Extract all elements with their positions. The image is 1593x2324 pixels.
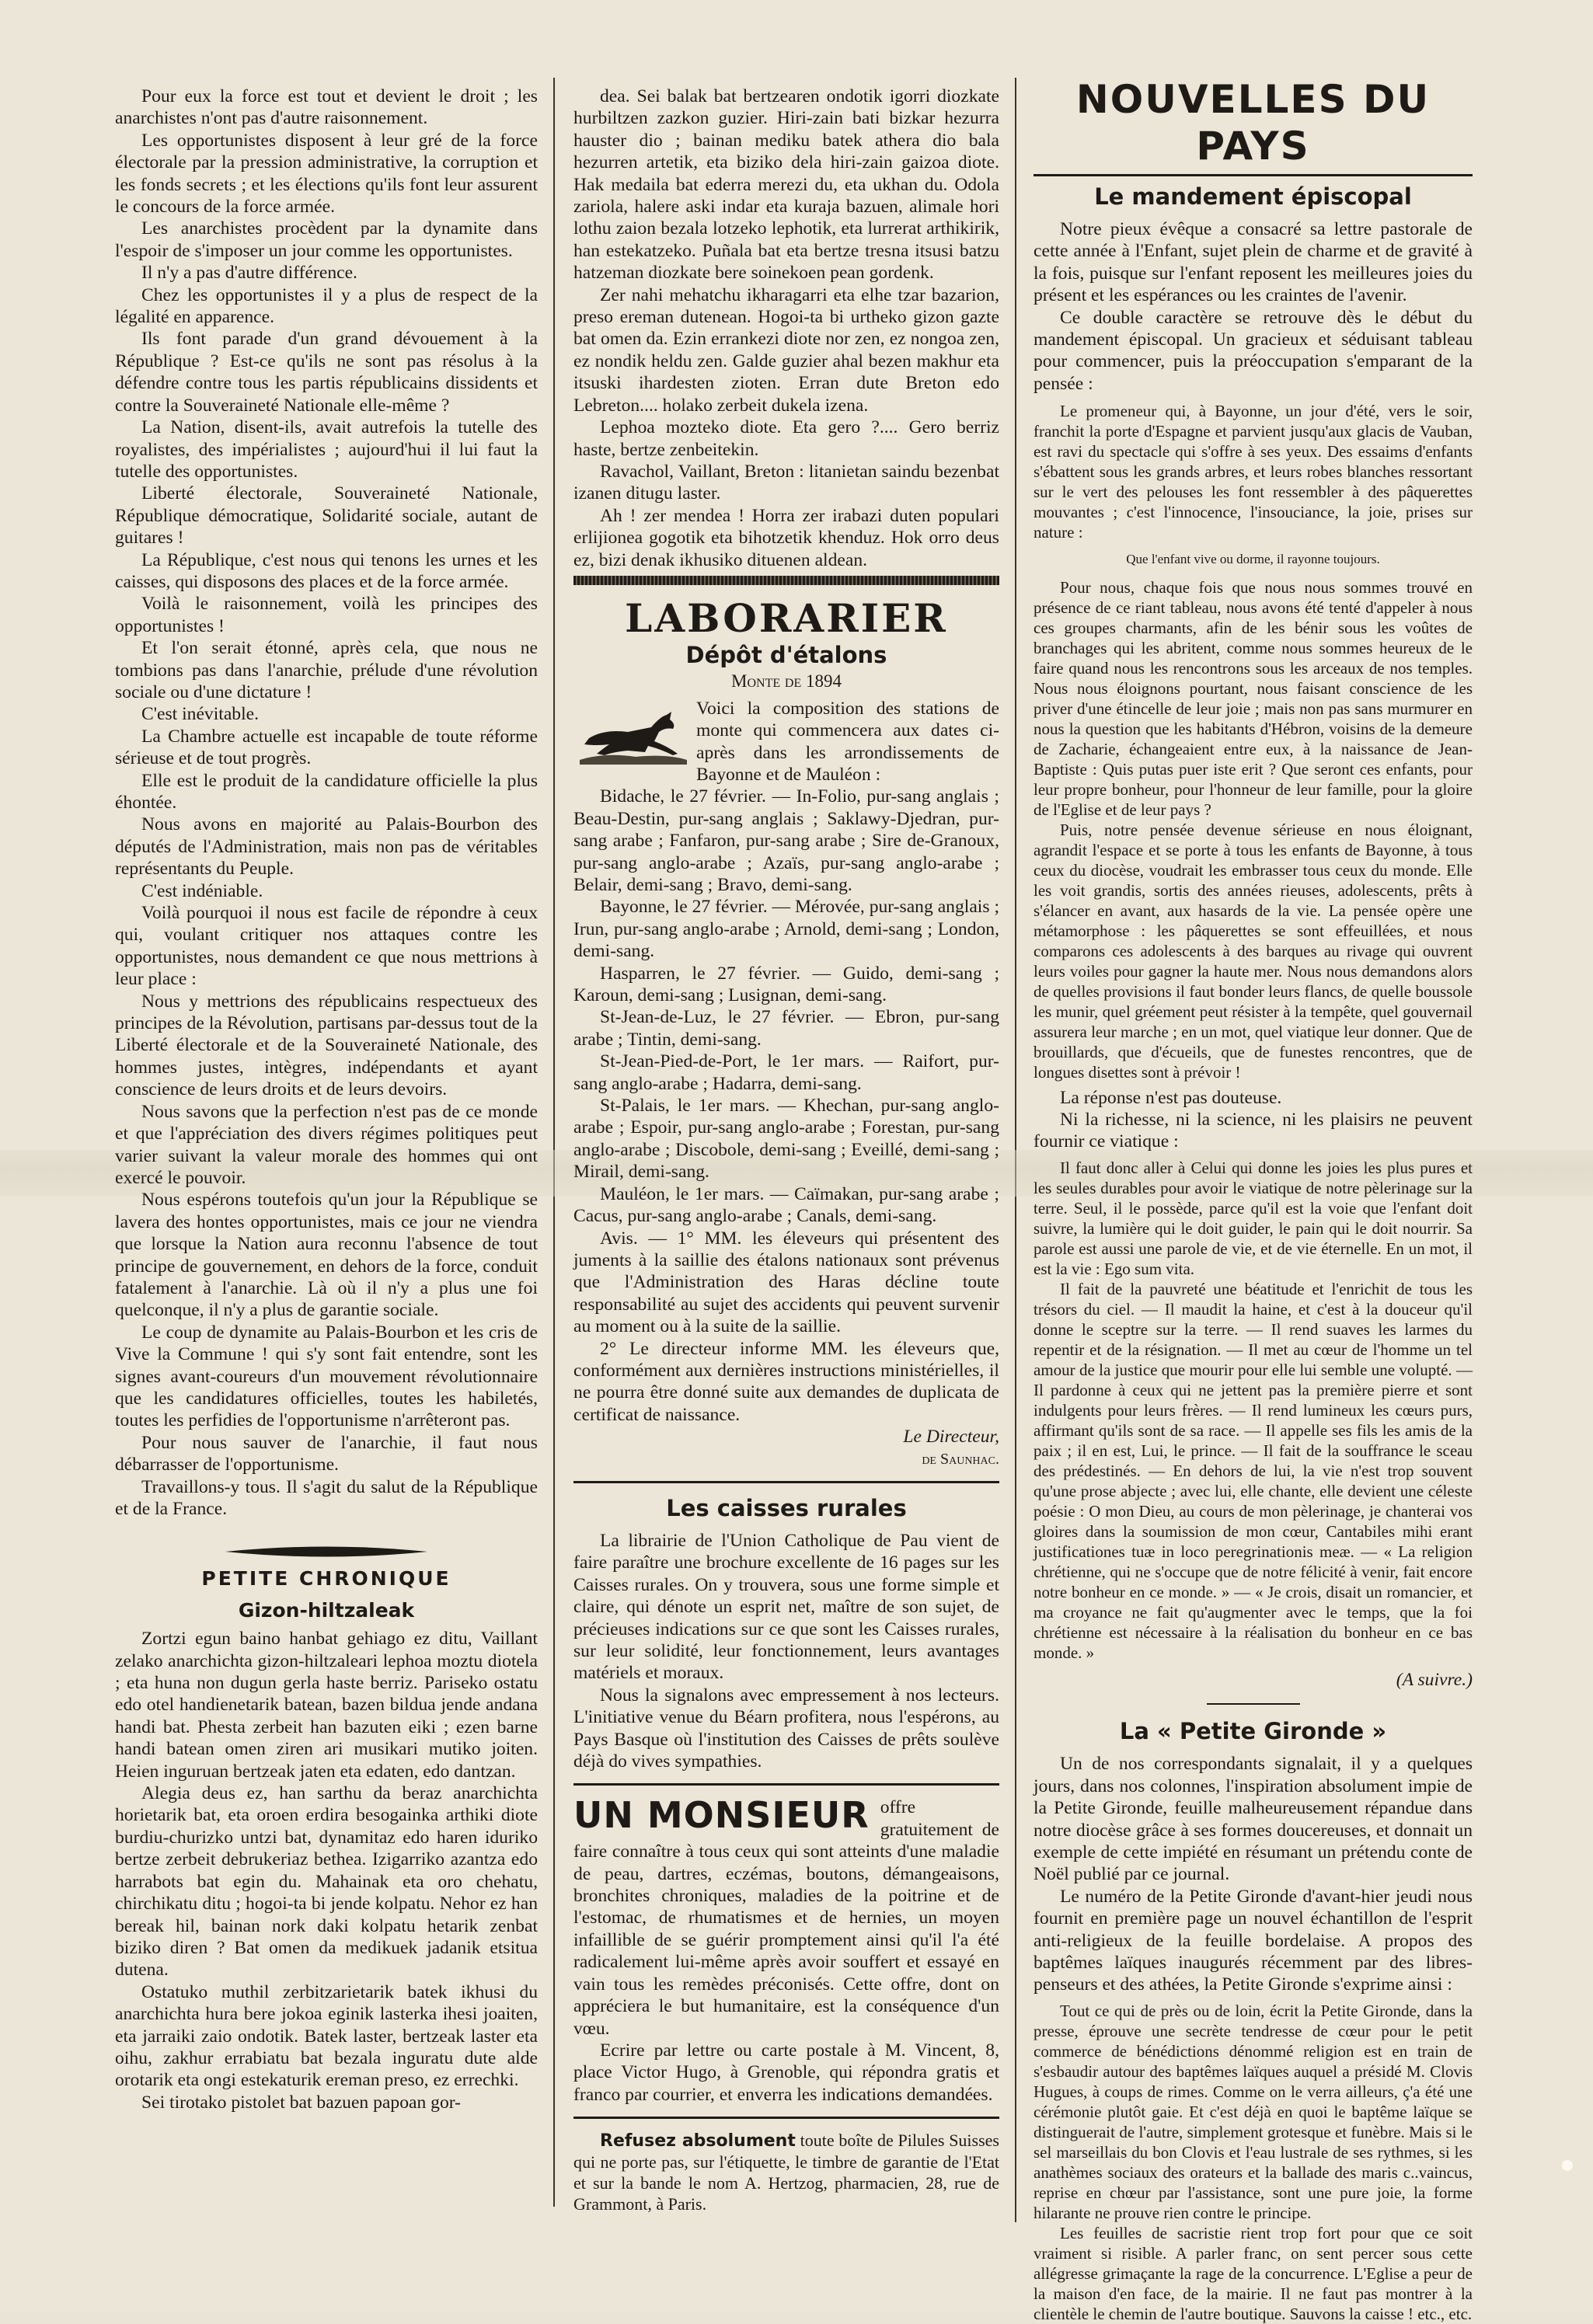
directeur-label: Le Directeur, [903,1427,999,1448]
paragraph: Puis, notre pensée devenue sérieuse en nous éloignant, agrandit l'espace et se porte à tous les enfants de Bayonne, à tous ceux du diocèse, voudrait les embrasser tous ceux du monde. Elle les voit grandis, sortis des années rieuses, adolescents, prêts à s'élancer en avant, aux hasards de la vie. La pensée opère une métamorphose : les pâquerettes se sont effeuillées, et nous comparons ces adolescents à des barques au rivage qui ouvrent leurs voiles pour gagner la haute mer. Nous nous demandons alors de quelles provisions il faut bonder leurs flancs, de quelle boussole les munir, quel gréement peut résister à la tempête, quel gouvernail assurera leur marche ; en un mot, quel viatique leur donner. Que de brouillards, que d'écueils, que de funestes rencontres, que de longues disettes sont à prévoir ! [1034,820,1473,1082]
gironde-end: Les feuilles de sacristie rient trop fort pour que ce soit vraiment si risible. A parler franc, on sent percer sous cette allégresse grimaçante la rage de la concurrence. L'Eglise a peur de la maison d'en face, de la mairie. Il ne faut pas montrer à la clientèle le chemin de l'autre boutique. Sauvons la caisse ! etc., etc. [1034,2223,1473,2323]
paragraph: St-Jean-Pied-de-Port, le 1er mars. — Raifort, pur-sang anglo-arabe ; Hadarra, demi-sang. [573,1051,999,1094]
paragraph: Et l'on serait étonné, après cela, que nous ne tombions pas dans l'anarchie, prélude d'une révolution sociale ou d'une dictature ! [115,638,538,702]
paragraph: Alegia deus ez, han sarthu da beraz anarchichta horietarik bat, eta oroen erdira besogainka arthiki diote burdiu-churizko untzi bat, dynamitaz edo haren iduriko bertze zerbeit debrukeriaz bethea. Izigarriko azantza edo harrabots bat egin du. Mahainak eta oro chehatu, chirchikatu ditu ; hogoi-ta bi jende kolpatu. Nehor ez han bereak hil, bainan nork daki kolpatu hetarik zenbat biziko diren ? Bat omen da medikuek jadanik etsitua dutena. [115,1783,538,1981]
paragraph: Pour nous sauver de l'anarchie, il faut nous débarrasser de l'opportunisme. [115,1432,538,1476]
ad-refusez [573,2130,999,2214]
refuse-text: toute boîte de Pilules Suisses qui ne porte pas, sur l'étiquette, le timbre de garantie de l'Etat et sur la bande le nom A. Hertzog, pharmacien, 28, rue de Grammont, à Paris. [573,2131,999,2214]
divider [573,1783,999,1786]
ad-text-2: Ecrire par lettre ou carte postale à M. Vincent, 8, place Victor Hugo, à Grenoble, qui répondra gratis et franco par courrier, et enverra les indications demandées. [573,2040,999,2105]
ad-monsieur [573,1796,999,2106]
binding-hole [1562,2160,1573,2171]
paragraph: Nous avons en majorité au Palais-Bourbon des députés de l'Administration, mais non pas de véritables représentants du Peuple. [115,814,538,880]
paragraph: Voilà le raisonnement, voilà les principes des opportunistes ! [115,594,538,636]
paragraph: 2° Le directeur informe MM. les éleveurs que, conformément aux dernières instructions ministérielles, il ne pourra être donné suite aux demandes de duplicata de certificat de naissance. [573,1338,999,1425]
paragraph: La Nation, disent-ils, avait autrefois la tutelle des royalistes, des impérialistes ; aujourd'hui il lui faut la tutelle des opportunistes. [115,417,538,482]
paragraph: Elle est le produit de la candidature officielle la plus éhontée. [115,770,538,813]
gironde-text [1034,1753,1473,1995]
chronique-subtitle: Gizon-hiltzaleak [238,1598,415,1622]
directeur-name: de Saunhac. [922,1450,999,1468]
chronique-title: PETITE CHRONIQUE [201,1567,451,1591]
paragraph: C'est inévitable. [141,704,260,725]
paragraph: St-Palais, le 1er mars. — Khechan, pur-sang anglo-arabe ; Espoir, pur-sang anglo-arabe ; Forestan, pur-sang anglo-arabe ; Discobole, demi-sang ; Eveillé, demi-sang ; Mirail, demi-sang. [573,1096,999,1183]
caisses-title: Les caisses rurales [666,1494,907,1521]
quote-3: Il fait de la pauvreté une béatitude et l'enrichit de tous les trésors du ciel. — Il maudit la haine, et c'est à la douceur qu'il donne le sceptre sur la terre. — Il rend suaves les larmes du repentir et de la résignation. — Il met au cœur de l'homme un tel amour de la justice que mourir pour elle lui semble une volupté. — Il pardonne à ceux qui ne jettent pas la première pierre et sont indulgents pour leurs frères. — Il rend lumineux les cœurs purs, affirmant qu'ils sont de sa race. — Il appelle ses fils les amis de la paix ; il en est, Lui, le prince. — Il fait de la souffrance le sceau des prédestinés. — En dehors de lui, la vie n'est trop souvent qu'une prose abjecte ; avec lui, elle chante, elle devient une céleste poésie : O mon Dieu, au cours de mon pèlerinage, je chanterai vos gloires dans la soumission de mon cœur, Cantabiles mihi erant justificationes tuæ in loco peregrinationis meæ. — « La religion chrétienne, qui ne s'occupe que de notre félicité à venir, fait encore notre bonheur en ce monde. » — « Je crois, disait un romancier, et ma croyance ne fait qu'augmenter avec le temps, que la foi chrétienne est nécessaire à la réalisation du bonheur en ce bas monde. » [1034,1279,1473,1662]
monte-date: Monte de 1894 [731,671,842,692]
mandement-title: Le mandement épiscopal [1094,183,1412,210]
paragraph: Voilà pourquoi il nous est facile de répondre à ceux qui, voulant critiquer nos attaques contre les opportunistes, nous demandent ce que nous mettrions à leur place : [115,903,538,990]
paragraph: Les anarchistes procèdent par la dynamite dans l'espoir de s'imposer un jour comme les opportunistes. [115,218,538,261]
laborarier-title: LABORARIER [625,594,948,641]
paragraph: C'est indéniable. [141,880,263,901]
paragraph: La République, c'est nous qui tenons les urnes et les caisses, qui disposons des places et de la force armée. [115,549,538,592]
paragraph: Ravachol, Vaillant, Breton : litanietan saindu bezenbat izanen ditugu laster. [573,461,999,504]
paragraph: dea. Sei balak bat bertzearen ondotik igorri diozkate hurbiltzen zazkon guzier. Hiri-zain bati bizkar hezurra hauster dio ; bainan mediku batek athera dio bala hezurren artetik, eta biziko dela hiri-zain gaizoa diote. Hak medaila bat ederra merezi du, eta ukhan du. Odola zariola, halere aski indar eta kuraja bazuen, alimale hori lothu zaion bezala lotzeko lephotik, eta lurrerat arthikirik, han estekatzeko. Puñala bat eta bertze tresna itsusi batzu hatzeman diozkate bere soinekoen pean gordenk. [573,86,999,284]
paragraph: Un de nos correspondants signalait, il y a quelques jours, dans nos colonnes, l'inspiration absolument impie de la Petite Gironde, feuille malheureusement répandue dans notre diocèse grâce à ses formes doucereuses, et donnait un exemple de cette impiété en résumant un prétendu conte de Noël publié par ce journal. [1034,1754,1473,1885]
paragraph: La Chambre actuelle est incapable de toute réforme sérieuse et de tout progrès. [115,726,538,769]
ad-text: offre gratuitement de faire connaître à tous ceux qui sont atteints d'une maladie de peau, dartres, eczémas, boutons, démangeaisons, bronchites chroniques, maladies de la poitrine et de l'estomac, de rhumatismes et de hernies, un moyen infaillible de se guérir promptement ainsi qu'il l'a été radicalement lui-même après avoir souffert et essayé en vain tous les remèdes préconisés. Cette offre, dont on appréciera le but humanitaire, est la conséquence d'un vœu. [573,1797,999,2039]
paragraph: Ah ! zer mendea ! Horra zer irabazi duten populari erlijionea gogotik eta bihotzetik khenduz. Hok orro deus ez, bizi denak ikhusiko dituenen aldean. [573,505,999,570]
paragraph: Bidache, le 27 février. — In-Folio, pur-sang anglais ; Beau-Destin, pur-sang anglais ; Saklawy-Djedran, pur-sang arabe ; Fanfaron, pur-sang arabe ; Sire de-Granoux, pur-sang anglo-arabe ; Azaïs, pur-sang anglo-arabe ; Belair, demi-sang ; Bravo, demi-sang. [573,786,999,895]
ad-title: UN MONSIEUR [573,1794,870,1837]
mandement-quote: Le promeneur qui, à Bayonne, un jour d'été, vers le soir, franchit la porte d'Espagne et parvient jusqu'aux glacis de Vauban, est ravi du spectacle qui s'offre à ses yeux. Des essaims d'enfants s'ébattent sous les grands arbres, et leurs robes blanches ressortant sur le vert des pelouses les font ressembler à des pâquerettes mouvantes ; c'est l'innocence, l'insouciance, la joie, prises sur nature : [1034,402,1473,542]
editorial-text [115,85,538,1520]
paragraph: Il n'y a pas d'autre différence. [141,263,357,284]
horse-illustration [573,698,690,772]
paragraph: Chez les opportunistes il y a plus de respect de la légalité en apparence. [115,284,538,328]
quote-2: Il faut donc aller à Celui qui donne les joies les plus pures et les seules durables pour avoir le viatique de notre pèlerinage sur la terre. Seul, il le possède, parce qu'il est la voie que l'enfant doit suivre, la lumière qui le doit guider, le pain qui le doit nourrir. Sa parole est aussi une parole de vie, et de vie éternelle. En un mot, il est la vie : Ego sum vita. [1034,1158,1473,1278]
gironde-title: La « Petite Gironde » [1119,1718,1387,1745]
column-1 [115,85,538,2261]
chronique-continued [573,85,999,571]
refuse-bold: Refusez absolument [600,2131,796,2152]
column-3 [1034,76,1473,2323]
gironde-quote: Tout ce qui de près ou de loin, écrit la Petite Gironde, dans la presse, éprouve une secrète tendresse de cœur pour le petit commerce de bénédictions dénommé religion est en train de s'esbaudir autour des baptêmes laïques auquel a présidé M. Clovis Hugues, à coups de rimes. Comme on le verra ailleurs, ç'a été une cérémonie plutôt gaie. Et c'est déjà en quoi le baptême laïque se distinguerait de l'autre, simplement grotesque et funèbre. Mais si le sel marseillais du bon Clovis et l'eau lustrale de ses rythmes, si les anathèmes sociaux des orateurs et la ballade des maris c..vaincus, reprise en chœur par l'assistance, sont une pure joie, la forme hilarante ne prouve rien contre le principe. [1034,2001,1473,2222]
paragraph: Lephoa mozteko diote. Eta gero ?.... Gero berriz haste, bertze zenbeitekin. [573,417,999,460]
paragraph: Les opportunistes disposent à leur gré de la force électorale par la pression administrative, la corruption et les fonds secrets ; et les élections qu'ils font leur assurent le concours de la force armée. [115,130,538,218]
short-divider [1207,1703,1300,1705]
paragraph: Sei tirotako pistolet bat bazuen papoan gor- [141,2092,461,2113]
header-rule [1034,174,1473,176]
paragraph: Notre pieux évêque a consacré sa lettre pastorale de cette année à l'Enfant, sujet plein de charme et de gravité à la fois, puisque sur l'enfant reposent les meilleures joies du présent et les espérances ou les craintes de l'avenir. [1034,219,1473,306]
chronique-text [115,1628,538,2113]
paragraph: St-Jean-de-Luz, le 27 février. — Ebron, pur-sang arabe ; Tintin, demi-sang. [573,1007,999,1050]
horse-intro [573,698,999,786]
divider [573,1481,999,1483]
paragraph: Bayonne, le 27 février. — Mérovée, pur-sang anglais ; Irun, pur-sang anglo-arabe ; Arnold, demi-sang ; London, demi-sang. [573,897,999,962]
paragraph: Travaillons-y tous. Il s'agit du salut de la République et de la France. [115,1476,538,1519]
reponse-text: La réponse n'est pas douteuse. [1060,1087,1282,1108]
divider [573,2117,999,2119]
paragraph: Mauléon, le 1er mars. — Caïmakan, pur-sang arabe ; Cacus, pur-sang anglo-arabe ; Canals, demi-sang. [573,1183,999,1227]
a-suivre: (A suivre.) [1396,1669,1473,1690]
section-header: NOUVELLES DU PAYS [1075,77,1431,169]
column-rule [553,78,555,2207]
paragraph: Ostatuko muthil zerbitzarietarik batek ikhusi du anarchichta hura bere jokoa eginik lasterka ihesi joaiten, eta jarraiki zaio ondotik. Batek laster, bertzeak laster eta oihu, zakhur errabiatu bat bezala inguratu dute alde orotarik eta ongi estekaturik ereman preso, ez errechki. [115,1981,538,2091]
paragraph: Hasparren, le 27 février. — Guido, demi-sang ; Karoun, demi-sang ; Lusignan, demi-sang. [573,963,999,1006]
paragraph: Nous la signalons avec empressement à nos lecteurs. L'initiative venue du Béarn profitera, nous l'espérons, au Pays Basque où l'institution des Caisses de prêts soulève déjà do vives sympathies. [573,1685,999,1772]
quote-verse: Que l'enfant vive ou dorme, il rayonne toujours. [1126,552,1380,567]
paragraph: Ils font parade d'un grand dévouement à la République ? Est-ce qu'ils ne sont pas résolus à la défendre contre tous les partis républicains dissidents et contre la Souveraineté Nationale elle-même ? [115,329,538,416]
paragraph: Pour nous, chaque fois que nous nous sommes trouvé en présence de ce riant tableau, nous avons été tenté d'appeler à nous ces groupes charmants, afin de les bénir sous les voûtes de branchages qui les abritent, comme nous sommes heureux de le faire quand nous les rencontrons sous les arceaux de nos temples. Nous nous éloignons pourtant, nous faisant conscience de les priver d'une étincelle de leur joie ; mais non pas sans murmurer en nous la question que les habitants d'Hébron, voisins de la demeure de Zacharie, échangeaient entre eux, à la naissance de Jean-Baptiste : Quis putas puer iste erit ? Que seront ces enfants, pour leur propre bonheur, pour l'honneur de leur famille, pour la gloire de l'Eglise et de leur pays ? [1034,577,1473,819]
paragraph: Ce double caractère se retrouve dès le début du mandement épiscopal. Un gracieux et séduisant tableau pour commencer, puis la préoccupation s'emparant de la pensée : [1034,307,1473,394]
paragraph: Zortzi egun baino hanbat gehiago ez ditu, Vaillant zelako anarchichta gizon-hiltzaleari lephoa moztu diotela ; eta huna non dugun gerla haste berriz. Pariseko ostatu edo otel handienetarik batean, bazen bildua jende andana handi bat. Phesta zerbeit han bazuten eiki ; ezen barne handi batean omen ziren ari musikari mutiko joiten. Heien inguruan bertzeak jaten eta edaten, edo dantzan. [115,1629,538,1782]
avis-text [573,1228,999,1427]
paragraph: Nous savons que la perfection n'est pas de ce monde et que l'appréciation des divers régimes politiques peut varier suivant la valeur morale des hommes qui ont exercé le pouvoir. [115,1101,538,1188]
paragraph: Zer nahi mehatchu ikharagarri eta elhe tzar bazarion, preso ereman dutenean. Hogoi-ta bi urtheko gizon gazte bat omen da. Ezin errankezi diote nor zen, ez nongoa zen, ez nondik heldu zen. Galde guzier ahal bezen makhur eta itsuski ihardesten zioten. Erran dute Breton edo Lebreton.... holako zerbeit dukela izena. [573,284,999,416]
voici-text: Voici la composition des stations de monte qui commencera aux dates ci-après dans les arrondissements de Bayonne et de Mauléon : [696,698,999,785]
paragraph: Liberté électorale, Souveraineté Nationale, République démocratique, Solidarité sociale, autant de guitares ! [115,483,538,549]
paragraph: Nous y mettrions des républicains respectueux des principes de la Révolution, partisans par-dessus tout de la Liberté électorale et de la Souveraineté Nationale, des hommes justes, intègres, indépendants et ayant conscience de leurs droits et de leurs devoirs. [115,991,538,1100]
ornament-band [573,576,999,585]
paragraph: Avis. — 1° MM. les éleveurs qui présentent des juments à la saillie des étalons nationaux sont prévenus que l'Administration des Haras décline toute responsabilité au sujet des accidents qui peuvent survenir au moment ou à la suite de la saillie. [573,1228,999,1337]
mandement-body [1034,577,1473,1082]
ornament-divider [225,1543,427,1560]
paragraph: Le numéro de la Petite Gironde d'avant-hier jeudi nous fournit en première page un nouvel échantillon de l'esprit anti-religieux de la feuille bordelaise. A propos des baptêmes laïques inaugurés récemment par des libres-penseurs et des athées, la Petite Gironde s'exprime ainsi : [1034,1886,1473,1995]
paragraph: Pour eux la force est tout et devient le droit ; les anarchistes n'ont pas d'autre raisonnement. [115,86,538,129]
depot-title: Dépôt d'étalons [685,641,887,668]
mandement-intro [1034,218,1473,395]
richesse-text: Ni la richesse, ni la science, ni les plaisirs ne peuvent fournir ce viatique : [1034,1110,1473,1152]
column-2 [573,85,999,2261]
station-list [573,786,999,1227]
paragraph: La librairie de l'Union Catholique de Pau vient de faire paraître une brochure excellente de 16 pages sur les Caisses rurales. On y trouvera, sous une forme simple et claire, qui dénote un esprit net, maître de son sujet, de précieuses indications sur ce que sont les Caisses rurales, sur leur solidité, leur fonctionnement, leurs avantages matériels et moraux. [573,1530,999,1684]
caisses-text [573,1530,999,1772]
paragraph: Nous espérons toutefois qu'un jour la République se lavera des hontes opportunistes, mais ce jour ne viendra que lorsque la Nation aura reconnu l'absence de tout principe de gouvernement, en dehors de la force, conduit fatalement à l'anarchie. Là où il n'y a plus une foi quelconque, il n'y a plus de garantie sociale. [115,1190,538,1321]
paragraph: Le coup de dynamite au Palais-Bourbon et les cris de Vive la Commune ! qui s'y sont fait entendre, sont les signes avant-coureurs d'un mouvement révolutionnaire que les candidatures officielles, toutes les habiletés, toutes les perfidies de l'opportunisme n'arrêteront pas. [115,1322,538,1431]
